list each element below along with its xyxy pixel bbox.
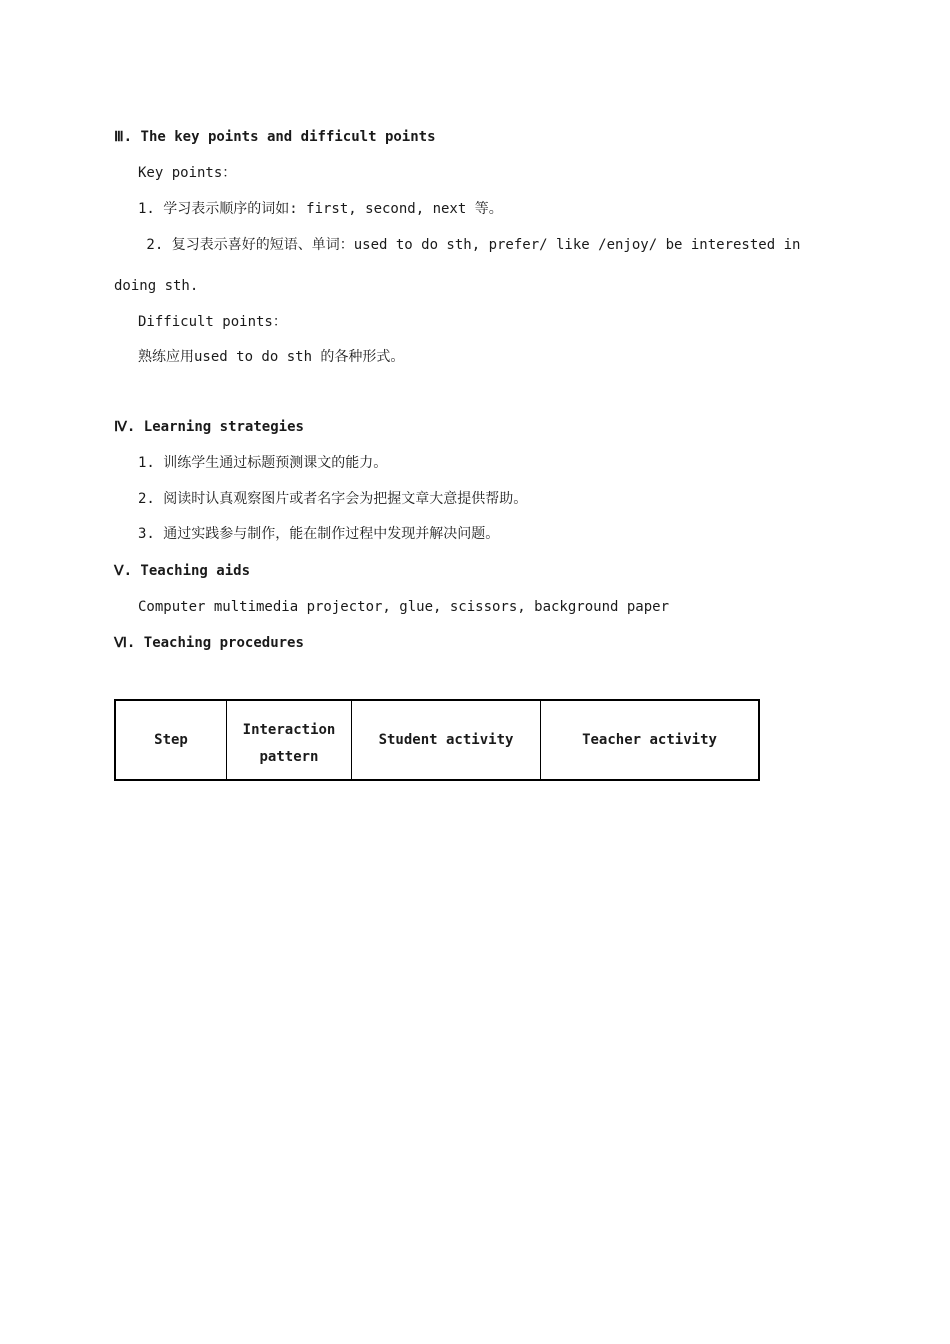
section-4-heading: Ⅳ. Learning strategies: [114, 419, 304, 435]
header-teacher-activity: Teacher activity: [541, 700, 760, 780]
difficult-point-text: 熟练应用used to do sth 的各种形式。: [138, 349, 405, 365]
header-step: Step: [115, 700, 227, 780]
procedures-table: [114, 699, 760, 781]
section-6-heading: Ⅵ. Teaching procedures: [114, 635, 304, 651]
key-point-item: 1. 学习表示顺序的词如: first, second, next 等。: [138, 201, 503, 217]
section-3-heading: Ⅲ. The key points and difficult points: [114, 129, 436, 145]
header-interaction-line2: pattern: [259, 749, 319, 765]
key-points-label: Key points：: [138, 165, 237, 181]
strategy-item: 3. 通过实践参与制作，能在制作过程中发现并解决问题。: [138, 526, 500, 542]
key-point-continuation: doing sth.: [114, 278, 199, 294]
table-header-row: [115, 700, 759, 780]
strategy-item: 1. 训练学生通过标题预测课文的能力。: [138, 455, 388, 471]
section-5-heading: Ⅴ. Teaching aids: [114, 563, 251, 579]
header-interaction-line1: Interaction: [242, 722, 336, 738]
teaching-aids-text: Computer multimedia projector, glue, scissors, background paper: [138, 599, 670, 615]
header-student-activity: Student activity: [352, 700, 541, 780]
header-interaction-pattern: [227, 700, 352, 780]
key-point-item: 2. 复习表示喜好的短语、单词：used to do sth, prefer/ like /enjoy/ be interested in: [138, 237, 801, 253]
strategy-item: 2. 阅读时认真观察图片或者名字会为把握文章大意提供帮助。: [138, 491, 528, 507]
difficult-points-label: Difficult points：: [138, 314, 287, 330]
